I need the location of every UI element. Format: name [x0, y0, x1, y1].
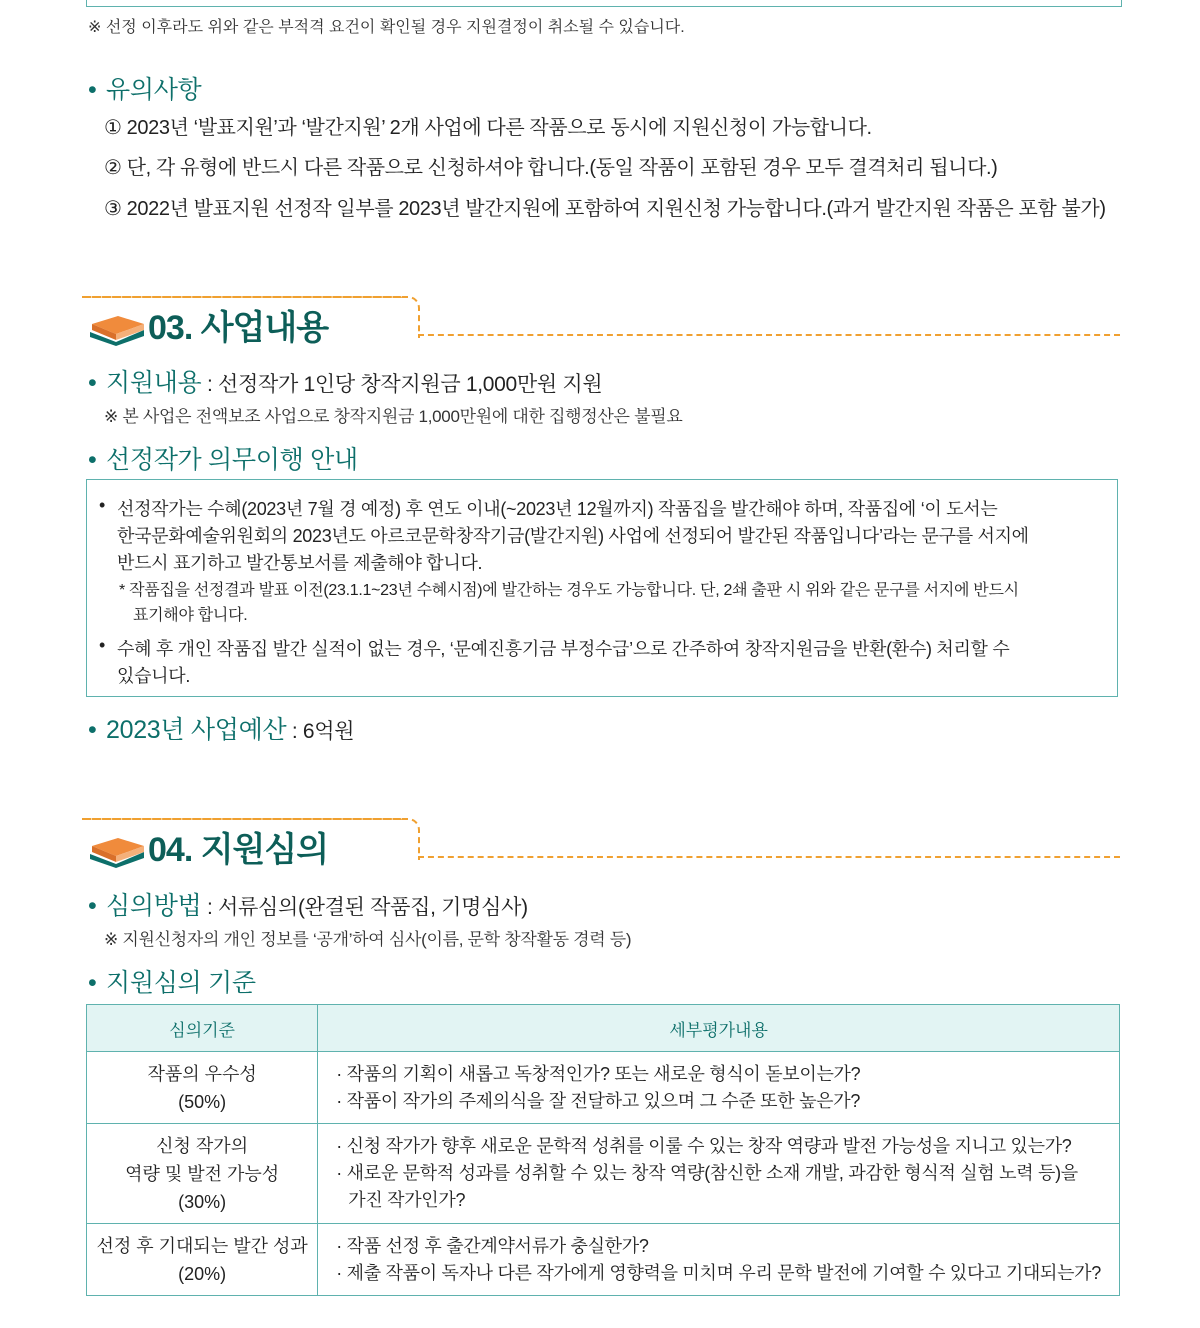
criteria-cell: [87, 1052, 318, 1124]
criteria-title: • 지원심의 기준: [88, 969, 256, 997]
section-03-header: [80, 296, 1120, 354]
duty-info-box: [86, 479, 1118, 697]
dashed-border: [82, 818, 402, 820]
detail-line: · 제출 작품이 독자나 다른 작가에게 영향력을 미치며 우리 문학 발전에 기여할 수 있다고 기대되는가?: [336, 1262, 1101, 1283]
dashed-border: [402, 296, 420, 338]
duty-line: 있습니다.: [117, 666, 191, 686]
criteria-text: 작품의 우수성: [147, 1063, 257, 1084]
section-04-title: 04. 지원심의: [148, 831, 329, 869]
caution-item-1: ① 2023년 ‘발표지원’과 ‘발간지원’ 2개 사업에 다른 작품으로 동시에 지원신청이 가능합니다.: [104, 117, 872, 139]
table-row: [87, 1224, 1120, 1296]
detail-line: · 작품 선정 후 출간계약서류가 충실한가?: [336, 1235, 649, 1256]
method-label: 심의방법: [106, 892, 202, 920]
criteria-weight: (20%): [178, 1263, 227, 1284]
method-value: : 서류심의(완결된 작품집, 기명심사): [201, 896, 528, 919]
support-label: 지원내용: [106, 369, 202, 397]
criteria-text: 신청 작가의: [156, 1135, 249, 1156]
disqualification-note: ※ 선정 이후라도 위와 같은 부적격 요건이 확인될 경우 지원결정이 취소될 수 있습니다.: [88, 19, 685, 36]
detail-line: · 작품의 기획이 새롭고 독창적인가? 또는 새로운 형식이 돋보이는가?: [336, 1063, 861, 1084]
caution-item-2: ② 단, 각 유형에 반드시 다른 작품으로 신청하셔야 합니다.(동일 작품이 포함된 경우 모두 결격처리 됩니다.): [104, 157, 998, 179]
dashed-border: [402, 818, 420, 860]
detail-line: · 신청 작가가 향후 새로운 문학적 성취를 이룰 수 있는 창작 역량과 발전 가능성을 지니고 있는가?: [336, 1136, 1072, 1156]
details-cell: [318, 1124, 1120, 1224]
duty-title: • 선정작가 의무이행 안내: [88, 446, 358, 474]
dashed-border: [418, 334, 1120, 336]
support-note: ※ 본 사업은 전액보조 사업으로 창작지원금 1,000만원에 대한 집행정산은 불필요: [104, 407, 683, 426]
detail-line: · 새로운 문학적 성과를 성취할 수 있는 창작 역량(참신한 소재 개발, 과감한 형식적 실험 노력 등)을: [336, 1163, 1078, 1183]
support-content: • 지원내용 : 선정작가 1인당 창작지원금 1,000만원 지원: [88, 369, 603, 397]
criteria-text: 역량 및 발전 가능성: [125, 1163, 280, 1184]
duty-star-note: * 작품집을 선정결과 발표 이전(23.1.1~23년 수혜시점)에 발간하는 경우도 가능합니다. 단, 2쇄 출판 시 위와 같은 문구를 서지에 반드시: [119, 582, 1019, 599]
dashed-border: [82, 296, 402, 298]
details-cell: [318, 1052, 1120, 1124]
header-criteria: 심의기준: [87, 1005, 318, 1052]
detail-line: · 작품이 작가의 주제의식을 잘 전달하고 있으며 그 수준 또한 높은가?: [336, 1090, 861, 1111]
support-value: : 선정작가 1인당 창작지원금 1,000만원 지원: [201, 373, 603, 396]
criteria-title-text: 지원심의 기준: [106, 969, 256, 997]
criteria-weight: (50%): [178, 1091, 227, 1112]
criteria-cell: [87, 1124, 318, 1224]
stacked-books-icon: [86, 306, 148, 346]
table-header-row: [87, 1005, 1120, 1052]
duty-star-note: 표기해야 합니다.: [133, 607, 248, 624]
criteria-text: 선정 후 기대되는 발간 성과: [96, 1235, 308, 1256]
duty-title-text: 선정작가 의무이행 안내: [106, 446, 358, 474]
cautions-title: • 유의사항: [88, 76, 202, 104]
duty-line: 수혜 후 개인 작품집 발간 실적이 없는 경우, ‘문예진흥기금 부정수급’으로 간주하여 창작지원금을 반환(환수) 처리할 수: [117, 639, 1010, 659]
bullet-dot: •: [99, 635, 106, 655]
caution-item-3: ③ 2022년 발표지원 선정작 일부를 2023년 발간지원에 포함하여 지원신청 가능합니다.(과거 발간지원 작품은 포함 불가): [104, 198, 1106, 220]
stacked-books-icon: [86, 828, 148, 868]
section-03-title: 03. 사업내용: [148, 309, 329, 347]
duty-line: 선정작가는 수혜(2023년 7월 경 예정) 후 연도 이내(~2023년 12월까지) 작품집을 발간해야 하며, 작품집에 ‘이 도서는: [117, 499, 998, 519]
dashed-border: [418, 856, 1120, 858]
duty-line: 반드시 표기하고 발간통보서를 제출해야 합니다.: [117, 553, 483, 573]
section-04-header: [80, 818, 1120, 876]
method-note: ※ 지원신청자의 개인 정보를 ‘공개’하여 심사(이름, 문학 창작활동 경력 등): [104, 930, 632, 949]
eligibility-box-edge: [86, 0, 1122, 7]
criteria-table: [86, 1004, 1120, 1296]
header-details: 세부평가내용: [318, 1005, 1120, 1052]
budget-value: : 6억원: [286, 720, 355, 743]
review-method: • 심의방법 : 서류심의(완결된 작품집, 기명심사): [88, 892, 528, 920]
criteria-weight: (30%): [178, 1191, 227, 1212]
criteria-cell: [87, 1224, 318, 1296]
budget: • 2023년 사업예산 : 6억원: [88, 716, 355, 744]
table-row: [87, 1052, 1120, 1124]
bullet-dot: •: [99, 495, 106, 515]
budget-label: 2023년 사업예산: [106, 716, 287, 744]
detail-line: 가진 작가인가?: [348, 1190, 466, 1210]
table-row: [87, 1124, 1120, 1224]
duty-line: 한국문화예술위원회의 2023년도 아르코문학창작기금(발간지원) 사업에 선정되어 발간된 작품입니다’라는 문구를 서지에: [117, 526, 1029, 546]
details-cell: [318, 1224, 1120, 1296]
cautions-title-text: 유의사항: [106, 76, 202, 104]
